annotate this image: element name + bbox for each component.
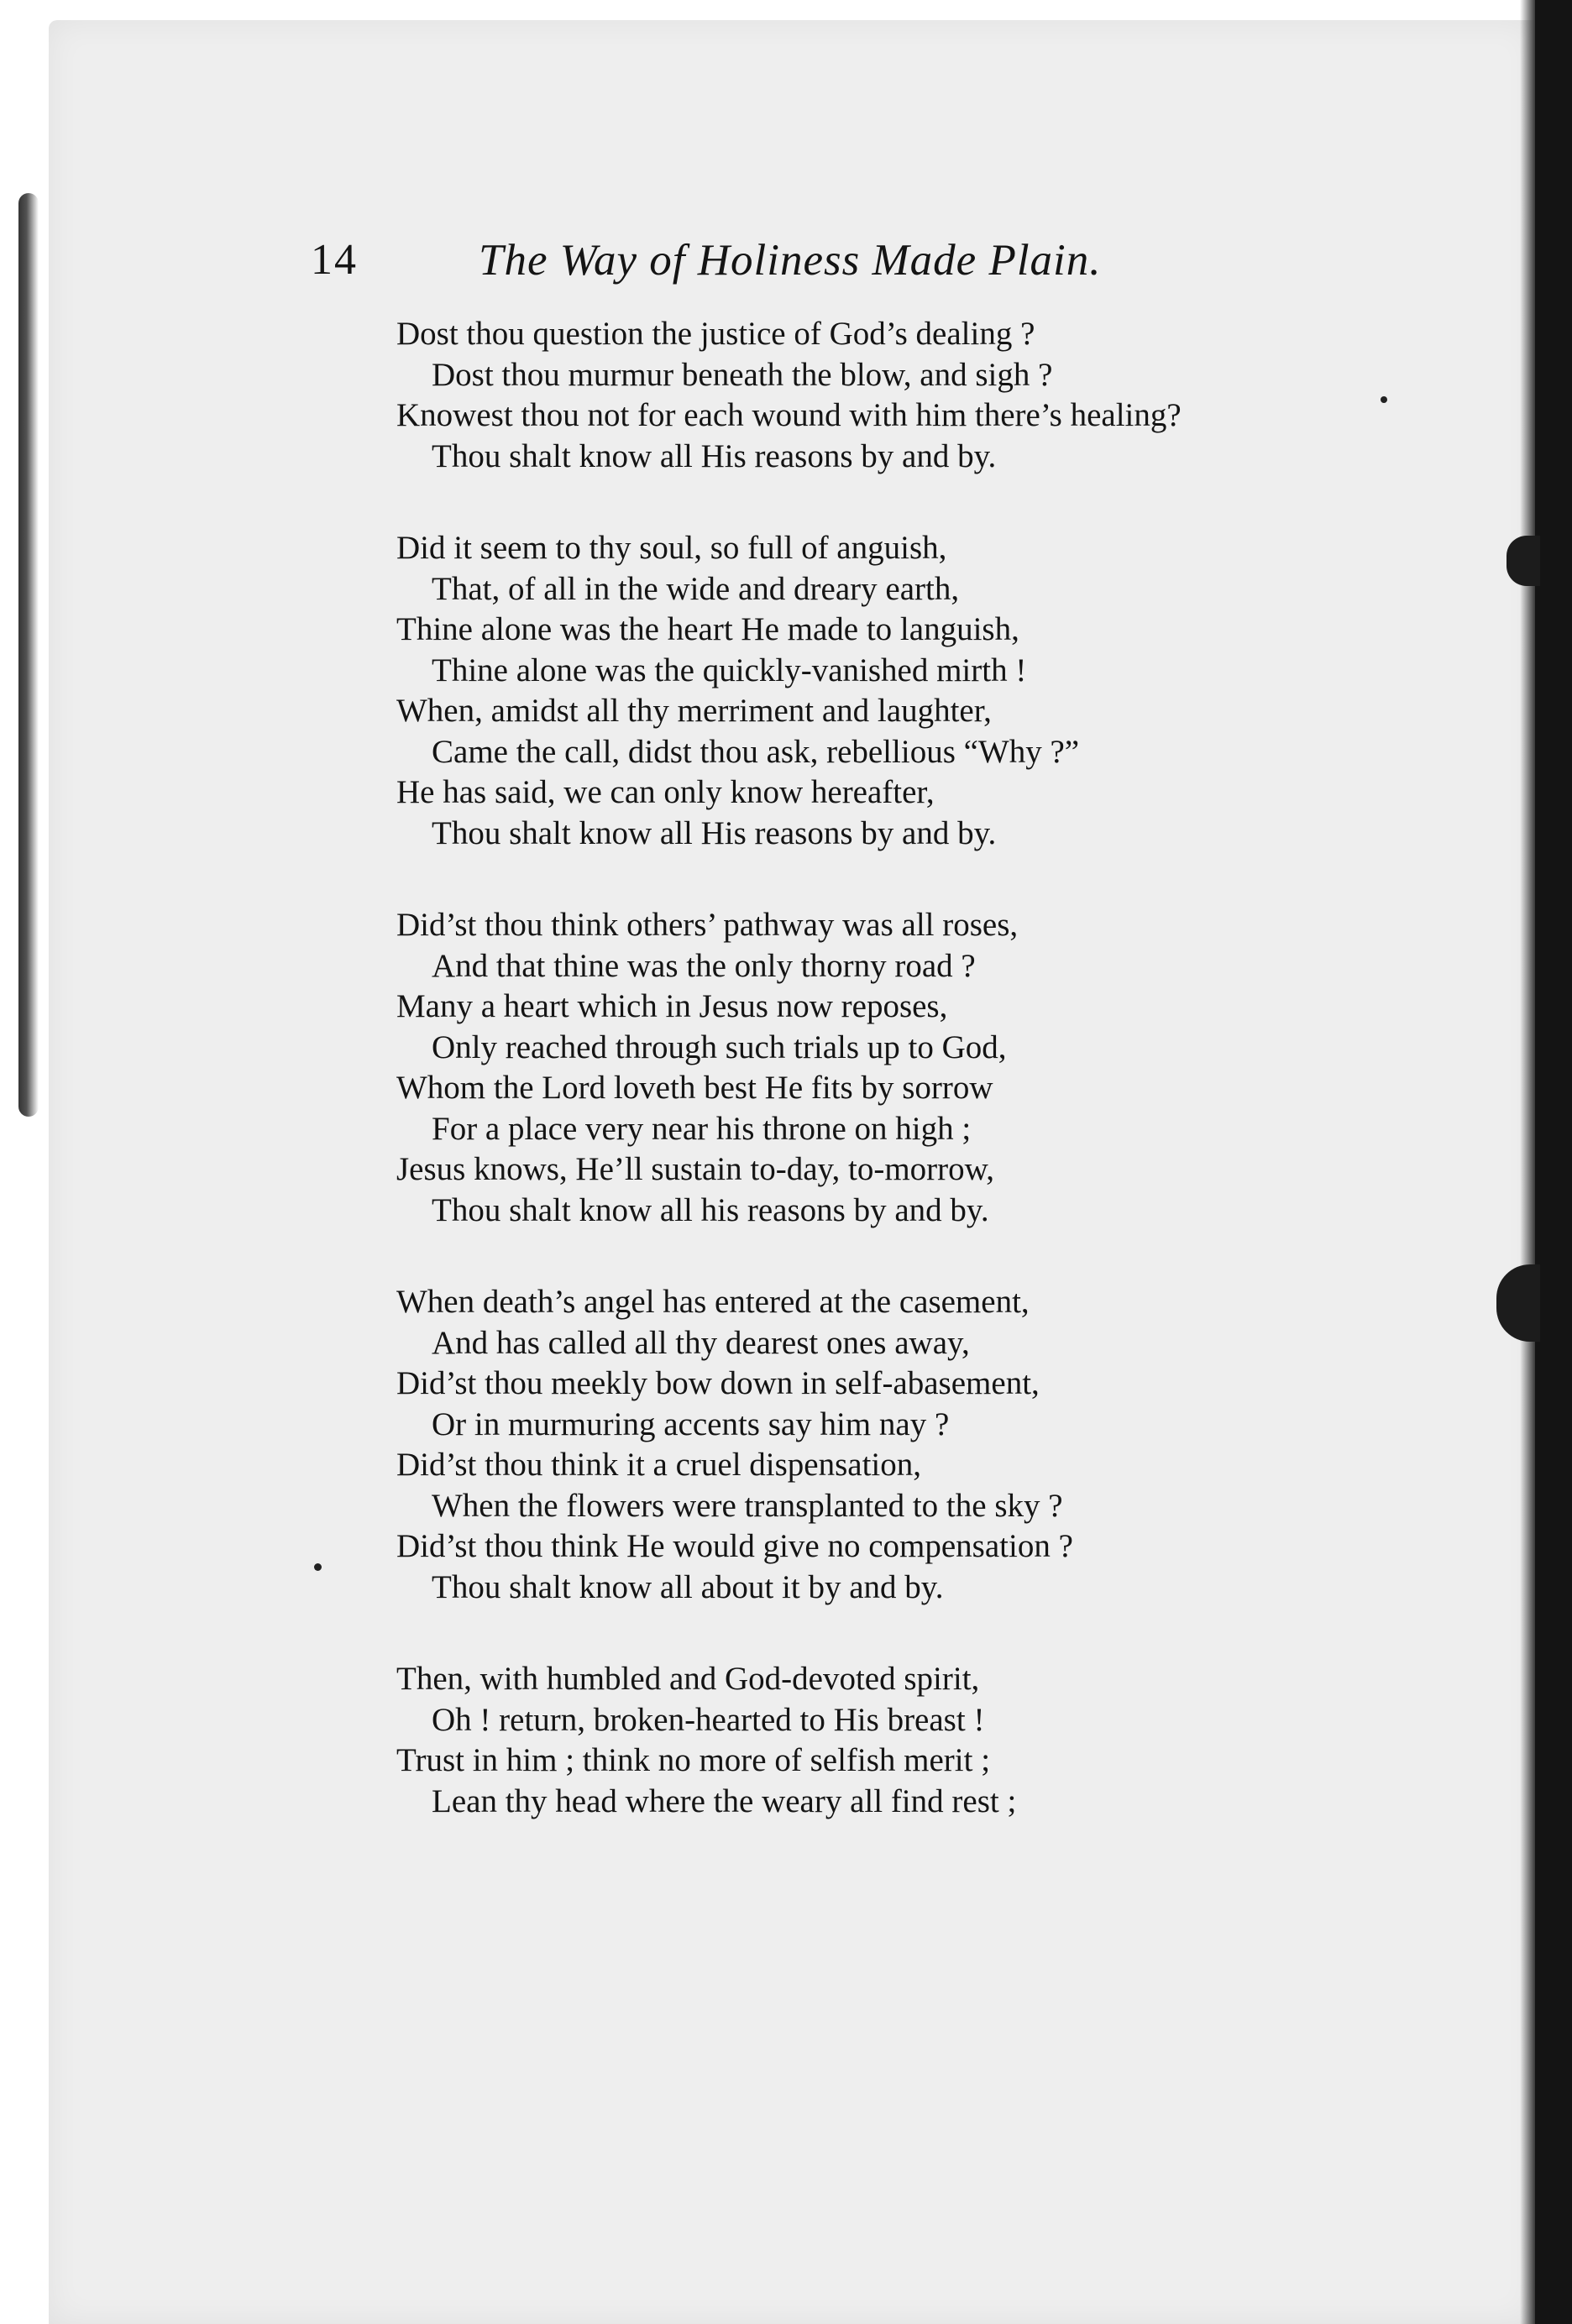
poem-line: For a place very near his throne on high ;: [432, 1110, 972, 1147]
poem-line: Trust in him ; think no more of selfish merit ;: [396, 1742, 991, 1778]
stanza: [396, 314, 1362, 477]
poem-line: Thine alone was the heart He made to languish,: [396, 611, 1019, 647]
edge-mark: [1506, 536, 1540, 586]
stanza: [396, 1659, 1362, 1822]
ink-speck: [1381, 396, 1387, 403]
poem-line: Came the call, didst thou ask, rebellious “Why ?”: [432, 733, 1080, 770]
poem-line: Oh ! return, broken-hearted to His breast !: [432, 1701, 985, 1738]
poem-line: Lean thy head where the weary all find rest ;: [432, 1782, 1017, 1819]
poem-line: Thou shalt know all His reasons by and by.: [432, 437, 997, 474]
poem-line: And has called all thy dearest ones away,: [432, 1324, 970, 1361]
poem-line: Thou shalt know all His reasons by and by.: [432, 814, 997, 851]
page-number: 14: [311, 236, 358, 284]
poem-line: Thou shalt know all about it by and by.: [432, 1568, 944, 1605]
page-header: [311, 227, 1150, 294]
poem-line: Did’st thou meekly bow down in self-abasement,: [396, 1365, 1040, 1401]
poem-line: Knowest thou not for each wound with him there’s healing?: [396, 397, 1182, 433]
stanza: [396, 528, 1362, 854]
stanza: [396, 1282, 1362, 1608]
poem-line: Only reached through such trials up to God,: [432, 1029, 1007, 1065]
binding-shadow: [18, 193, 39, 1117]
poem-line: Or in murmuring accents say him nay ?: [432, 1405, 950, 1442]
poem-line: Many a heart which in Jesus now reposes,: [396, 988, 948, 1024]
poem-line: Thou shalt know all his reasons by and by.: [432, 1191, 989, 1228]
poem-line: Then, with humbled and God-devoted spirit,: [396, 1661, 980, 1697]
poem-line: Did it seem to thy soul, so full of anguish,: [396, 530, 947, 566]
poem-line: Did’st thou think He would give no compensation ?: [396, 1528, 1073, 1564]
poem-line: Dost thou murmur beneath the blow, and sigh ?: [432, 356, 1053, 393]
right-edge-shadow: [1520, 0, 1535, 2324]
running-title: The Way of Holiness Made Plain.: [479, 236, 1102, 285]
poem-line: Whom the Lord loveth best He fits by sorrow: [396, 1070, 993, 1106]
poem-line: Jesus knows, He’ll sustain to-day, to-morrow,: [396, 1151, 995, 1187]
poem-line: When the flowers were transplanted to the sky ?: [432, 1487, 1063, 1524]
right-page-edge: [1535, 0, 1572, 2324]
poem-line: Dost thou question the justice of God’s dealing ?: [396, 316, 1035, 352]
poem-line: Did’st thou think others’ pathway was all roses,: [396, 907, 1019, 943]
stanza: [396, 905, 1362, 1231]
poem-line: Thine alone was the quickly-vanished mirth !: [432, 652, 1027, 688]
poem-line: He has said, we can only know hereafter,: [396, 774, 935, 810]
ink-speck: [314, 1563, 322, 1571]
poem-body: [396, 314, 1362, 1873]
poem-line: Did’st thou think it a cruel dispensation,: [396, 1447, 922, 1483]
poem-line: And that thine was the only thorny road ?: [432, 947, 976, 984]
poem-line: When, amidst all thy merriment and laughter,: [396, 693, 992, 729]
poem-line: When death’s angel has entered at the casement,: [396, 1284, 1030, 1320]
poem-line: That, of all in the wide and dreary earth,: [432, 570, 960, 607]
